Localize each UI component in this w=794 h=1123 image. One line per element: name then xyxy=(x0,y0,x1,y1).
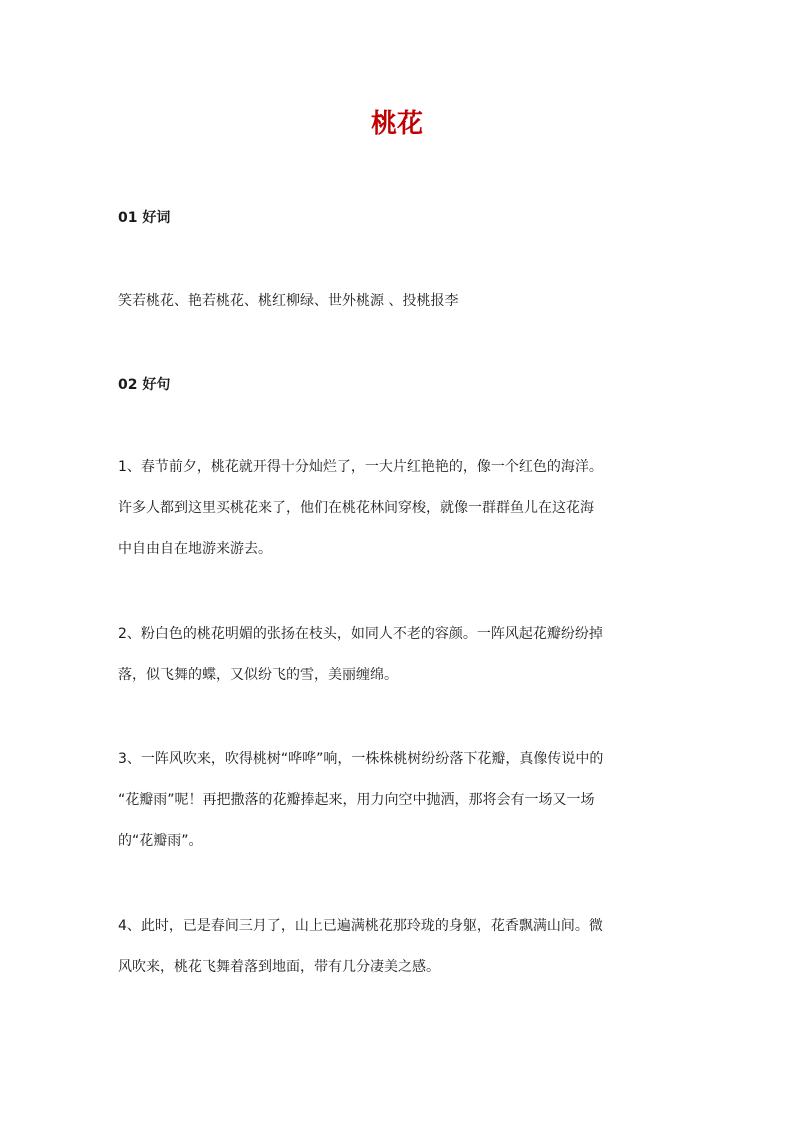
paragraph-line: 2、粉白色的桃花明媚的张扬在枝头，如同人不老的容颜。一阵风起花瓣纷纷掉 xyxy=(118,626,603,642)
sentence-paragraph-3 xyxy=(118,739,680,862)
paragraph-line: 的“花瓣雨”。 xyxy=(118,833,203,849)
paragraph-line: “花瓣雨”呢！再把撒落的花瓣捧起来，用力向空中抛洒，那将会有一场又一场 xyxy=(118,792,595,808)
paragraph-line: 许多人都到这里买桃花来了，他们在桃花林间穿梭，就像一群群鱼儿在这花海 xyxy=(118,500,594,516)
good-words-list: 笑若桃花、艳若桃花、桃红柳绿、世外桃源 、投桃报李 xyxy=(118,293,459,309)
paragraph-line: 3、一阵风吹来，吹得桃树“哗哗”响，一株株桃树纷纷落下花瓣，真像传说中的 xyxy=(118,751,604,767)
paragraph-line: 落，似飞舞的蝶，又似纷飞的雪，美丽缠绵。 xyxy=(118,667,398,683)
sentence-paragraph-2 xyxy=(118,614,680,696)
document-title: 桃花 xyxy=(370,109,423,139)
sentence-paragraph-4 xyxy=(118,906,680,988)
paragraph-line: 中自由自在地游来游去。 xyxy=(118,541,272,557)
section-heading-good-words: 01 好词 xyxy=(118,210,171,226)
paragraph-line: 风吹来，桃花飞舞着落到地面，带有几分凄美之感。 xyxy=(118,959,440,975)
section-heading-good-sentences: 02 好句 xyxy=(118,377,171,393)
paragraph-line: 1、春节前夕，桃花就开得十分灿烂了，一大片红艳艳的，像一个红色的海洋。 xyxy=(118,459,603,475)
paragraph-line: 4、此时，已是春间三月了，山上已遍满桃花那玲珑的身躯，花香飘满山间。微 xyxy=(118,918,603,934)
sentence-paragraph-1 xyxy=(118,447,680,570)
